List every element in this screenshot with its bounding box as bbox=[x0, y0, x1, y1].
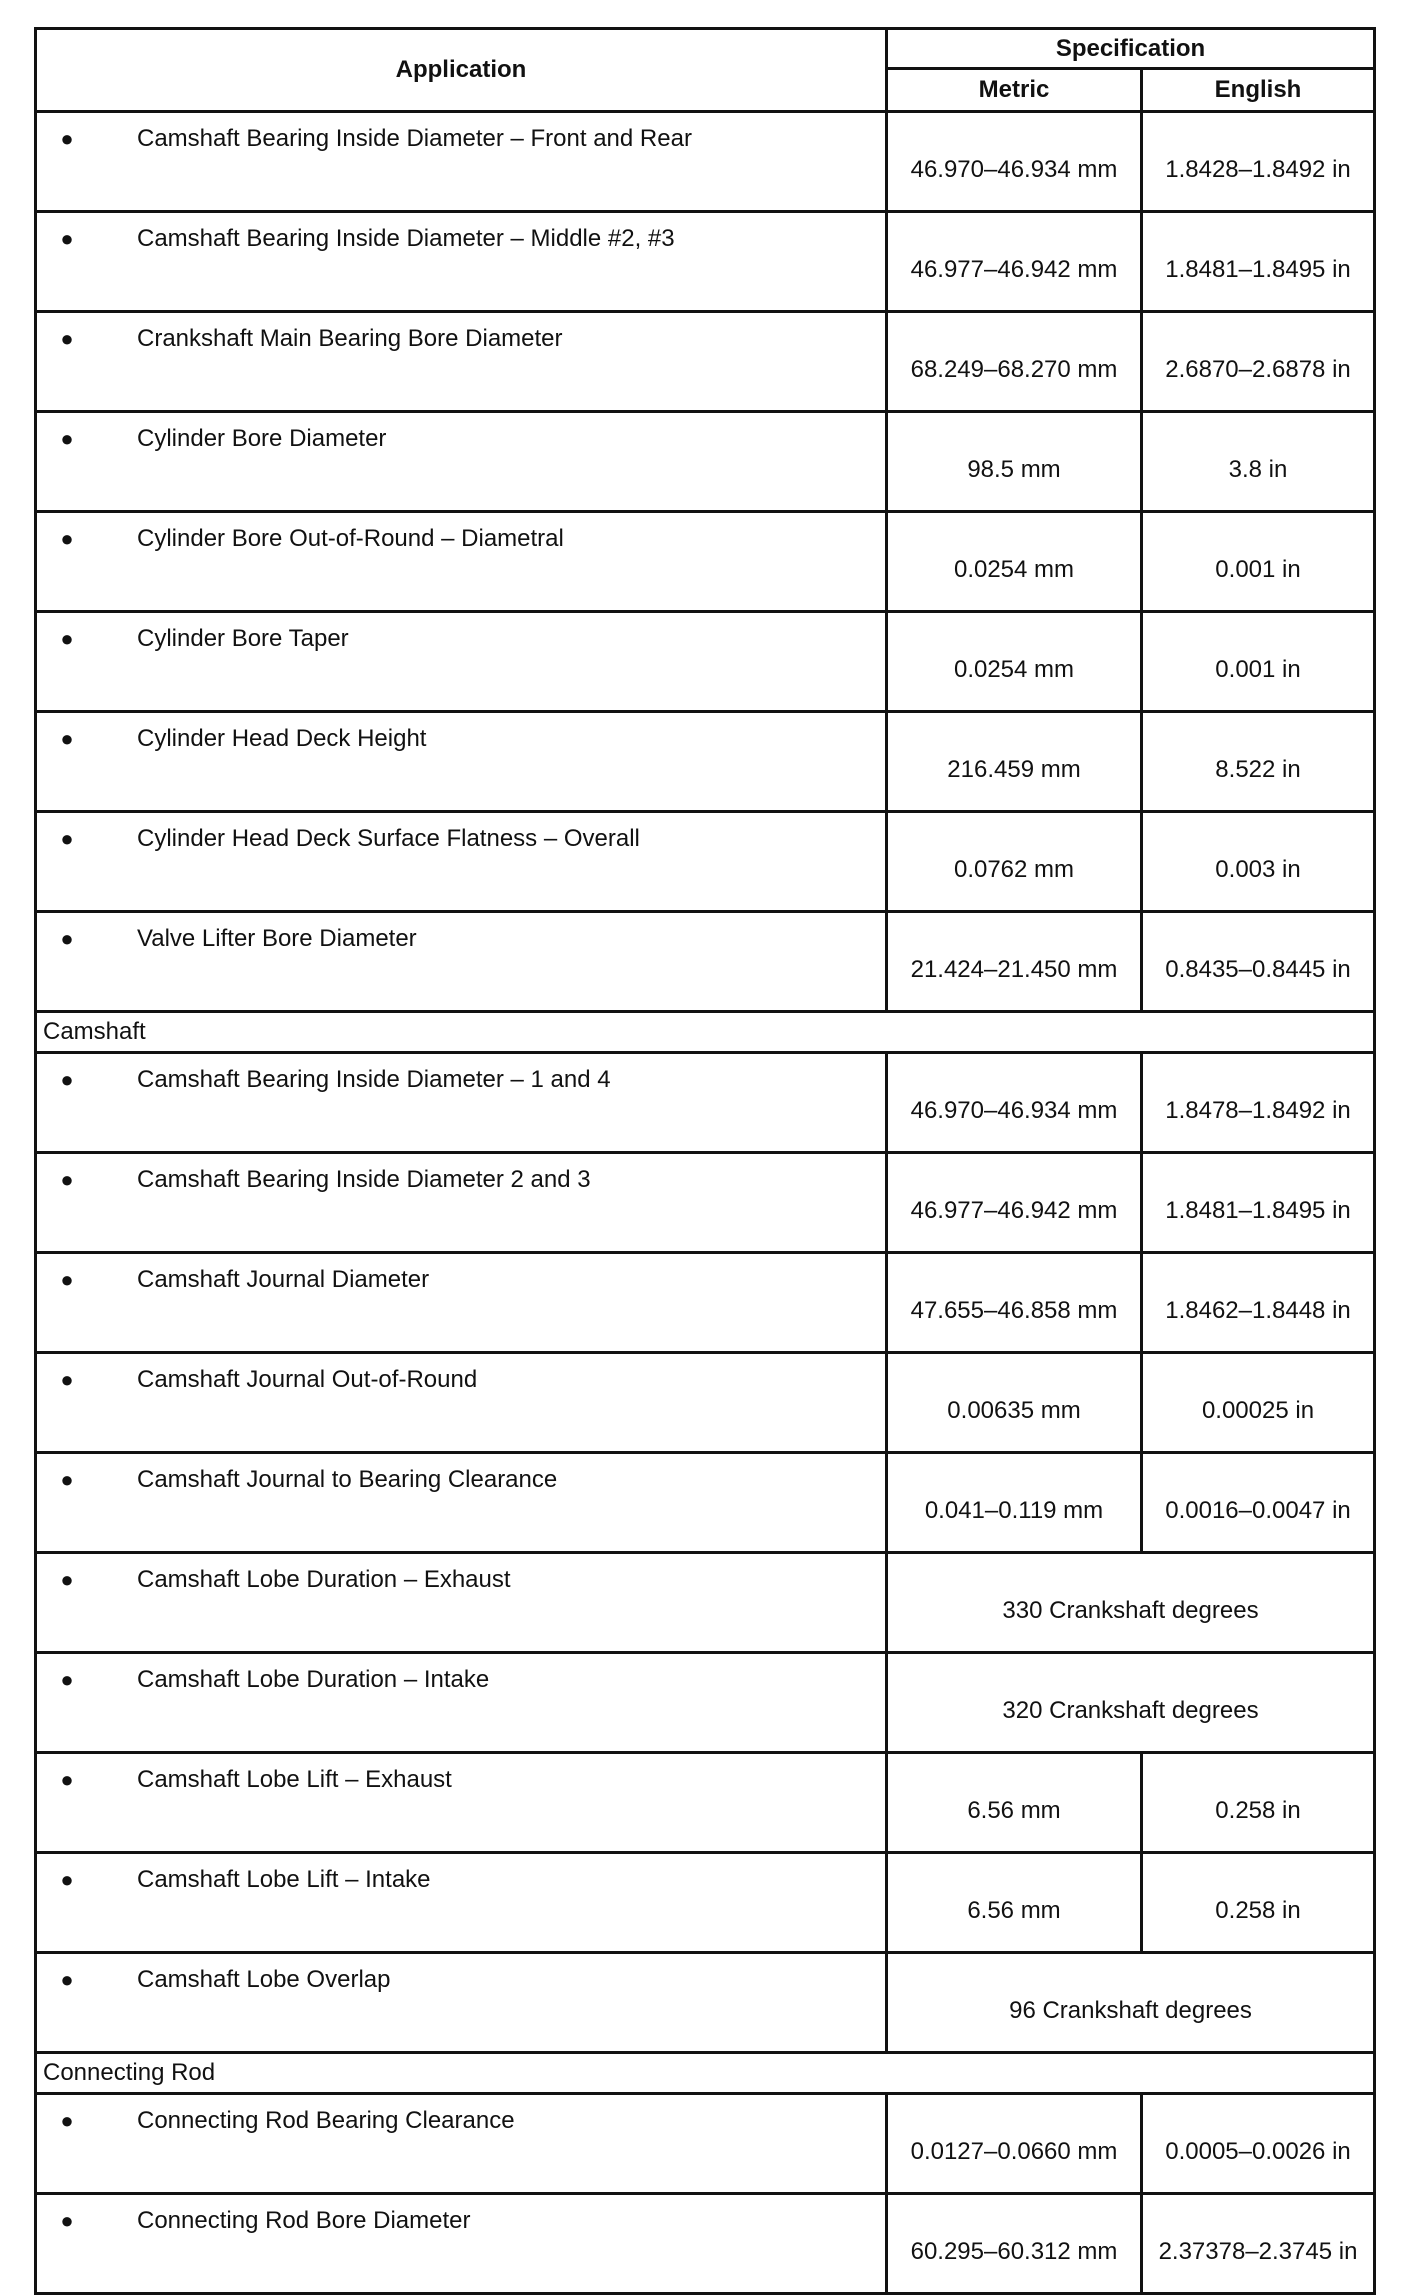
table-row bbox=[36, 1153, 1375, 1253]
table-row bbox=[36, 2194, 1375, 2294]
application-cell bbox=[36, 1853, 887, 1953]
application-cell bbox=[36, 1553, 887, 1653]
bullet-icon: ● bbox=[60, 1767, 74, 1792]
application-cell bbox=[36, 912, 887, 1012]
application-label: Valve Lifter Bore Diameter bbox=[137, 925, 417, 952]
application-label: Camshaft Journal Diameter bbox=[137, 1266, 430, 1293]
english-value: 3.8 in bbox=[1142, 412, 1375, 512]
english-value: 2.6870–2.6878 in bbox=[1142, 312, 1375, 412]
bullet-icon: ● bbox=[60, 1467, 74, 1492]
metric-value: 0.0762 mm bbox=[887, 812, 1142, 912]
application-cell bbox=[36, 2094, 887, 2194]
application-cell bbox=[36, 2194, 887, 2294]
bullet-icon: ● bbox=[60, 926, 74, 951]
metric-value: 46.970–46.934 mm bbox=[887, 112, 1142, 212]
table-row bbox=[36, 1753, 1375, 1853]
bullet-icon: ● bbox=[60, 2108, 74, 2133]
header-metric: Metric bbox=[887, 69, 1142, 112]
application-label: Camshaft Journal to Bearing Clearance bbox=[137, 1466, 558, 1493]
bullet-icon: ● bbox=[60, 526, 74, 551]
header-application: Application bbox=[36, 29, 887, 112]
section-row bbox=[36, 2053, 1375, 2094]
bullet-icon: ● bbox=[60, 326, 74, 351]
bullet-icon: ● bbox=[60, 1867, 74, 1892]
application-cell bbox=[36, 1053, 887, 1153]
english-value: 0.003 in bbox=[1142, 812, 1375, 912]
application-cell bbox=[36, 312, 887, 412]
table-row bbox=[36, 412, 1375, 512]
table-row bbox=[36, 1653, 1375, 1753]
table-row bbox=[36, 912, 1375, 1012]
bullet-icon: ● bbox=[60, 126, 74, 151]
table-row bbox=[36, 112, 1375, 212]
english-value: 0.0016–0.0047 in bbox=[1142, 1453, 1375, 1553]
bullet-icon: ● bbox=[60, 1067, 74, 1092]
application-label: Crankshaft Main Bearing Bore Diameter bbox=[137, 325, 563, 352]
application-cell bbox=[36, 412, 887, 512]
application-label: Cylinder Bore Diameter bbox=[137, 425, 387, 452]
table-row bbox=[36, 712, 1375, 812]
metric-value: 0.041–0.119 mm bbox=[887, 1453, 1142, 1553]
english-value: 0.258 in bbox=[1142, 1753, 1375, 1853]
table-row bbox=[36, 512, 1375, 612]
application-cell bbox=[36, 1953, 887, 2053]
metric-value: 68.249–68.270 mm bbox=[887, 312, 1142, 412]
table-row bbox=[36, 812, 1375, 912]
english-value: 0.258 in bbox=[1142, 1853, 1375, 1953]
metric-value: 0.0254 mm bbox=[887, 512, 1142, 612]
application-label: Camshaft Bearing Inside Diameter – 1 and 4 bbox=[137, 1066, 611, 1093]
section-title: Connecting Rod bbox=[36, 2053, 1375, 2094]
application-label: Camshaft Lobe Overlap bbox=[137, 1966, 391, 1993]
bullet-icon: ● bbox=[60, 426, 74, 451]
bullet-icon: ● bbox=[60, 1367, 74, 1392]
application-label: Cylinder Bore Taper bbox=[137, 625, 349, 652]
application-cell bbox=[36, 812, 887, 912]
bullet-icon: ● bbox=[60, 1667, 74, 1692]
english-value: 0.8435–0.8445 in bbox=[1142, 912, 1375, 1012]
english-value: 8.522 in bbox=[1142, 712, 1375, 812]
table-row bbox=[36, 212, 1375, 312]
english-value: 1.8428–1.8492 in bbox=[1142, 112, 1375, 212]
application-label: Cylinder Head Deck Surface Flatness – Overall bbox=[137, 825, 640, 852]
application-label: Connecting Rod Bearing Clearance bbox=[137, 2107, 515, 2134]
metric-value: 46.977–46.942 mm bbox=[887, 212, 1142, 312]
header-specification: Specification bbox=[887, 29, 1375, 69]
application-cell bbox=[36, 1453, 887, 1553]
application-cell bbox=[36, 612, 887, 712]
application-cell bbox=[36, 512, 887, 612]
application-label: Camshaft Journal Out-of-Round bbox=[137, 1366, 478, 1393]
metric-value: 21.424–21.450 mm bbox=[887, 912, 1142, 1012]
metric-value: 46.977–46.942 mm bbox=[887, 1153, 1142, 1253]
merged-value-cell: 330 Crankshaft degrees bbox=[887, 1553, 1375, 1653]
metric-value: 46.970–46.934 mm bbox=[887, 1053, 1142, 1153]
table-row bbox=[36, 612, 1375, 712]
english-value: 1.8481–1.8495 in bbox=[1142, 1153, 1375, 1253]
bullet-icon: ● bbox=[60, 726, 74, 751]
bullet-icon: ● bbox=[60, 826, 74, 851]
application-label: Connecting Rod Bore Diameter bbox=[137, 2207, 471, 2234]
metric-value: 6.56 mm bbox=[887, 1853, 1142, 1953]
english-value: 0.001 in bbox=[1142, 612, 1375, 712]
section-title: Camshaft bbox=[36, 1012, 1375, 1053]
metric-value: 216.459 mm bbox=[887, 712, 1142, 812]
merged-value-cell: 320 Crankshaft degrees bbox=[887, 1653, 1375, 1753]
application-cell bbox=[36, 1153, 887, 1253]
english-value: 1.8481–1.8495 in bbox=[1142, 212, 1375, 312]
application-cell bbox=[36, 1653, 887, 1753]
english-value: 1.8462–1.8448 in bbox=[1142, 1253, 1375, 1353]
table-row bbox=[36, 1353, 1375, 1453]
application-label: Camshaft Lobe Lift – Intake bbox=[137, 1866, 431, 1893]
metric-value: 0.0127–0.0660 mm bbox=[887, 2094, 1142, 2194]
table-row bbox=[36, 1953, 1375, 2053]
header-english: English bbox=[1142, 69, 1375, 112]
metric-value: 60.295–60.312 mm bbox=[887, 2194, 1142, 2294]
application-label: Cylinder Head Deck Height bbox=[137, 725, 427, 752]
table-row bbox=[36, 1853, 1375, 1953]
merged-value-cell: 96 Crankshaft degrees bbox=[887, 1953, 1375, 2053]
application-label: Cylinder Bore Out-of-Round – Diametral bbox=[137, 525, 564, 552]
english-value: 2.37378–2.3745 in bbox=[1142, 2194, 1375, 2294]
section-row bbox=[36, 1012, 1375, 1053]
bullet-icon: ● bbox=[60, 1967, 74, 1992]
metric-value: 47.655–46.858 mm bbox=[887, 1253, 1142, 1353]
table-row bbox=[36, 1253, 1375, 1353]
english-value: 0.0005–0.0026 in bbox=[1142, 2094, 1375, 2194]
bullet-icon: ● bbox=[60, 2208, 74, 2233]
metric-value: 98.5 mm bbox=[887, 412, 1142, 512]
application-cell bbox=[36, 1253, 887, 1353]
table-row bbox=[36, 1453, 1375, 1553]
table-row bbox=[36, 1053, 1375, 1153]
bullet-icon: ● bbox=[60, 1567, 74, 1592]
english-value: 0.00025 in bbox=[1142, 1353, 1375, 1453]
application-label: Camshaft Bearing Inside Diameter – Front and Rear bbox=[137, 125, 692, 152]
bullet-icon: ● bbox=[60, 1267, 74, 1292]
application-cell bbox=[36, 112, 887, 212]
metric-value: 6.56 mm bbox=[887, 1753, 1142, 1853]
application-cell bbox=[36, 1353, 887, 1453]
english-value: 0.001 in bbox=[1142, 512, 1375, 612]
application-label: Camshaft Lobe Duration – Intake bbox=[137, 1666, 490, 1693]
table-row bbox=[36, 2094, 1375, 2194]
table-row bbox=[36, 312, 1375, 412]
bullet-icon: ● bbox=[60, 226, 74, 251]
specification-table bbox=[34, 27, 1376, 2295]
application-label: Camshaft Lobe Duration – Exhaust bbox=[137, 1566, 511, 1593]
application-cell bbox=[36, 212, 887, 312]
application-label: Camshaft Lobe Lift – Exhaust bbox=[137, 1766, 452, 1793]
metric-value: 0.00635 mm bbox=[887, 1353, 1142, 1453]
metric-value: 0.0254 mm bbox=[887, 612, 1142, 712]
bullet-icon: ● bbox=[60, 626, 74, 651]
application-label: Camshaft Bearing Inside Diameter – Middle #2, #3 bbox=[137, 225, 675, 252]
application-cell bbox=[36, 712, 887, 812]
bullet-icon: ● bbox=[60, 1167, 74, 1192]
english-value: 1.8478–1.8492 in bbox=[1142, 1053, 1375, 1153]
application-cell bbox=[36, 1753, 887, 1853]
table-row bbox=[36, 1553, 1375, 1653]
application-label: Camshaft Bearing Inside Diameter 2 and 3 bbox=[137, 1166, 591, 1193]
